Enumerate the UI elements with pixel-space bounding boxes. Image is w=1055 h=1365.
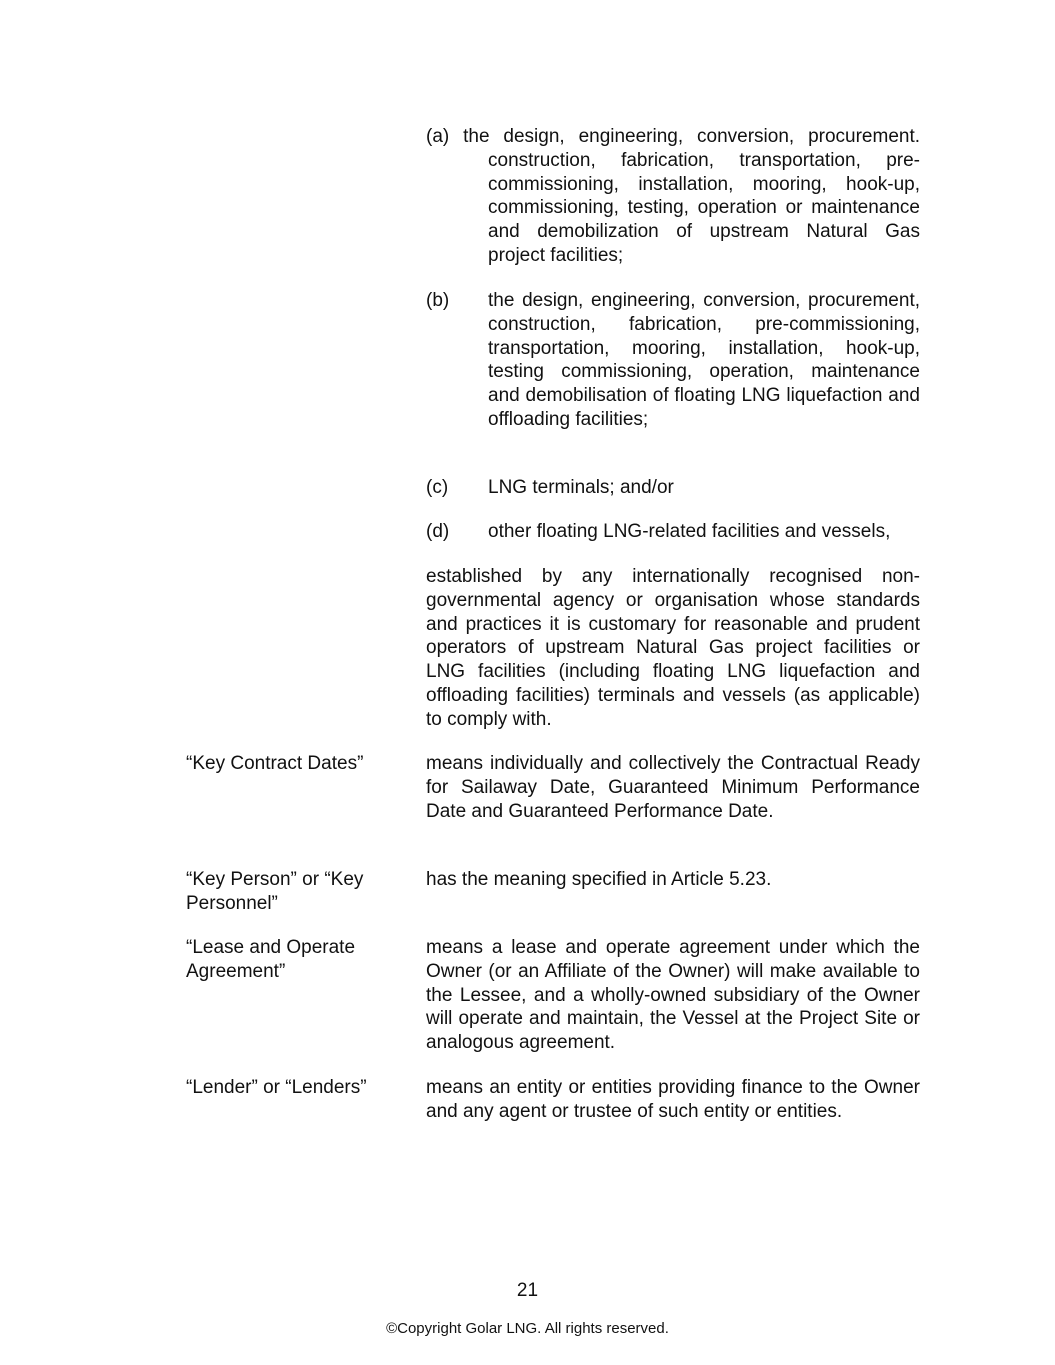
definition-term: “Key Contract Dates” [186,753,364,774]
list-text-a: the design, engineering, conversion, procurement. construction, fabrication, transportation, pre-commissioning, installation, mooring, hook-up, commissioning, testing, operation or maintenance and demobilization of upstream Natural Gas project facilities; [463,126,921,266]
list-label-c: (c) [426,477,449,498]
definition-term: “Lender” or “Lenders” [186,1077,367,1098]
closing-paragraph: established by any internationally recognised non-governmental agency or organisation whose standards and practices it is customary for reasonable and prudent operators of upstream Natural Gas project facilities or LNG facilities (including floating LNG liquefaction and offloading facilities) terminals and vessels (as applicable) to comply with. [426,566,920,730]
definition-meaning: means a lease and operate agreement under which the Owner (or an Affiliate of the Owner) will make available to the Lessee, and a wholly-owned subsidiary of the Owner will operate and maintain, the Vessel at the Project Site or analogous agreement. [426,937,920,1054]
list-item-a [426,125,920,268]
definition-meaning: means an entity or entities providing finance to the Owner and any agent or trustee of such entity or entities. [426,1077,920,1122]
list-label-a: (a) [426,126,450,147]
definition-meaning: has the meaning specified in Article 5.23. [426,869,772,890]
list-label-d: (d) [426,521,450,542]
list-text-b: the design, engineering, conversion, procurement, construction, fabrication, pre-commissioning, transportation, mooring, installation, hook-up, testing commissioning, operation, maintenance and demobilisation of floating LNG liquefaction and offloading facilities; [488,290,920,430]
definition-meaning: means individually and collectively the Contractual Ready for Sailaway Date, Guaranteed Minimum Performance Date and Guaranteed Performance Date. [426,753,920,822]
copyright-notice: ©Copyright Golar LNG. All rights reserved. [386,1320,669,1337]
page-number: 21 [516,1280,539,1301]
list-text-c: LNG terminals; and/or [488,477,674,498]
definition-term: “Key Person” or “Key Personnel” [186,869,364,914]
definition-term: “Lease and Operate Agreement” [186,937,356,982]
list-label-b: (b) [426,290,450,311]
list-text-d: other floating LNG-related facilities and vessels, [488,521,891,542]
